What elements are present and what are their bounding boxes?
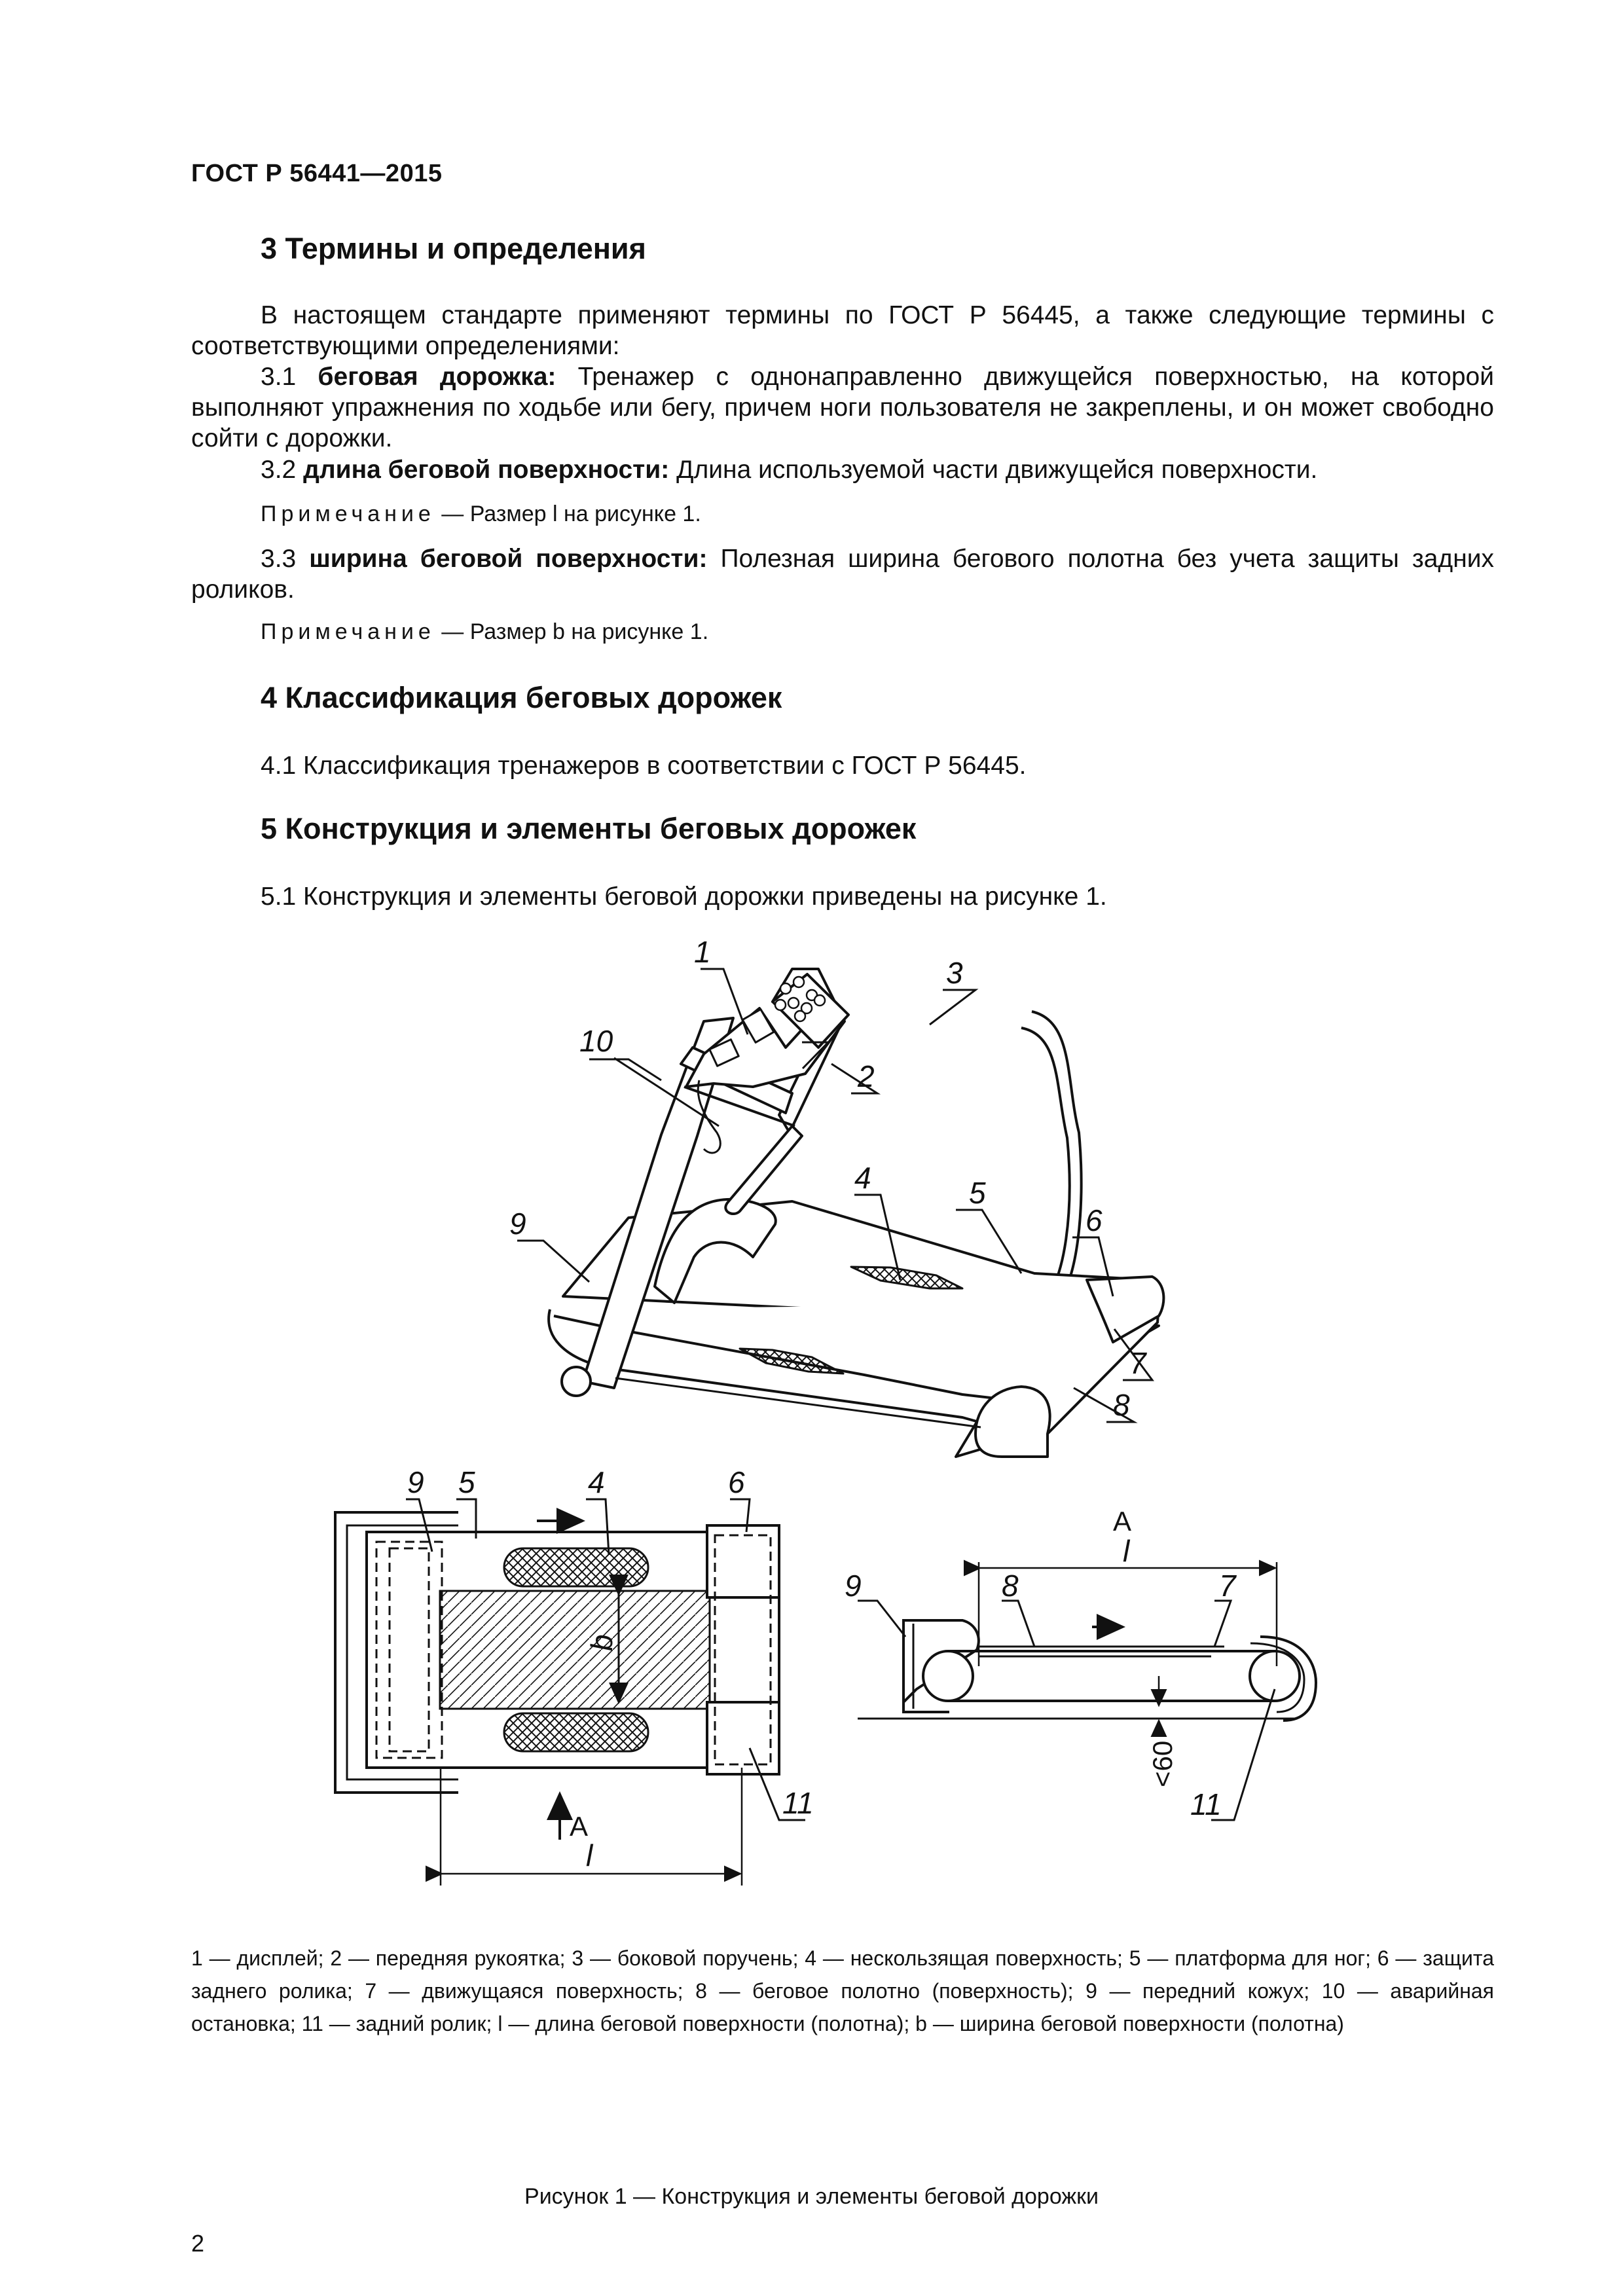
side-view-title: А bbox=[1113, 1506, 1132, 1537]
callout-10: 10 bbox=[579, 1024, 613, 1058]
paragraph-4-1: 4.1 Классификация тренажеров в соответствии с ГОСТ Р 56445. bbox=[261, 752, 1027, 780]
plan-callout-4: 4 bbox=[588, 1465, 605, 1499]
section-3-intro: В настоящем стандарте применяют термины по ГОСТ Р 56445, а также следующие термины с соответствующими определениями: bbox=[191, 301, 1494, 360]
plan-dim-b: b bbox=[585, 1634, 619, 1651]
view-a-marker: А bbox=[570, 1811, 589, 1842]
callout-9: 9 bbox=[509, 1207, 526, 1241]
side-callout-11: 11 bbox=[1190, 1787, 1222, 1821]
callout-5: 5 bbox=[969, 1176, 986, 1210]
plan-callout-5: 5 bbox=[458, 1465, 475, 1499]
side-view-a bbox=[858, 1562, 1316, 1820]
figure-caption: Рисунок 1 — Конструкция и элементы беговой дорожки bbox=[524, 2184, 1099, 2209]
plan-callout-9: 9 bbox=[407, 1465, 424, 1499]
document-header: ГОСТ Р 56441—2015 bbox=[191, 160, 443, 187]
callout-3: 3 bbox=[946, 956, 963, 990]
side-callout-8: 8 bbox=[1002, 1569, 1019, 1603]
paragraph-5-1: 5.1 Конструкция и элементы беговой дорожки приведены на рисунке 1. bbox=[261, 883, 1107, 911]
side-callout-9: 9 bbox=[845, 1569, 862, 1603]
section-4-title: 4 Классификация беговых дорожек bbox=[261, 681, 782, 714]
callout-2: 2 bbox=[858, 1059, 875, 1093]
figure-legend: 1 — дисплей; 2 — передняя рукоятка; 3 — боковой поручень; 4 — нескользящая поверхность; 5 — платформа для ног; 6 — защита заднего ролика; 7 — движущаяся поверхность; 8 — беговое полотно (поверхность); 9 — передний кожух; 10 — аварийная остановка; 11 — задний ролик; l — длина беговой поверхности (полотна); b — ширина беговой поверхности (полотна) bbox=[191, 1946, 1494, 2035]
term-3-1: 3.1 беговая дорожка: Тренажер с однонаправленно движущейся поверхностью, на которой выполняют упражнения по ходьбе или бегу, причем ноги пользователя не закреплены, и он может свободно сойти с дорожки. bbox=[191, 363, 1494, 452]
callout-1: 1 bbox=[694, 935, 711, 969]
callout-6: 6 bbox=[1085, 1203, 1103, 1237]
section-3-title: 3 Термины и определения bbox=[261, 232, 646, 265]
callout-7: 7 bbox=[1129, 1346, 1146, 1380]
plan-callout-6: 6 bbox=[728, 1465, 745, 1499]
plan-dim-l: l bbox=[586, 1838, 593, 1872]
perspective-view bbox=[549, 969, 1163, 1457]
side-gap-dimension: <60 bbox=[1147, 1740, 1178, 1787]
section-5-title: 5 Конструкция и элементы беговых дорожек bbox=[261, 812, 917, 845]
side-dim-l: l bbox=[1123, 1534, 1130, 1568]
callout-8: 8 bbox=[1113, 1388, 1130, 1422]
note-2: Примечание — Размер b на рисунке 1. bbox=[261, 619, 709, 644]
callout-4: 4 bbox=[854, 1161, 871, 1195]
side-callout-7: 7 bbox=[1219, 1569, 1236, 1603]
plan-callout-11: 11 bbox=[782, 1786, 814, 1820]
note-1: Примечание — Размер l на рисунке 1. bbox=[261, 501, 701, 526]
page-number: 2 bbox=[191, 2230, 205, 2257]
term-3-3: 3.3 ширина беговой поверхности: Полезная ширина бегового полотна без учета защиты задних роликов. bbox=[191, 545, 1495, 604]
term-3-2: 3.2 длина беговой поверхности: Длина используемой части движущейся поверхности. bbox=[261, 456, 1318, 484]
